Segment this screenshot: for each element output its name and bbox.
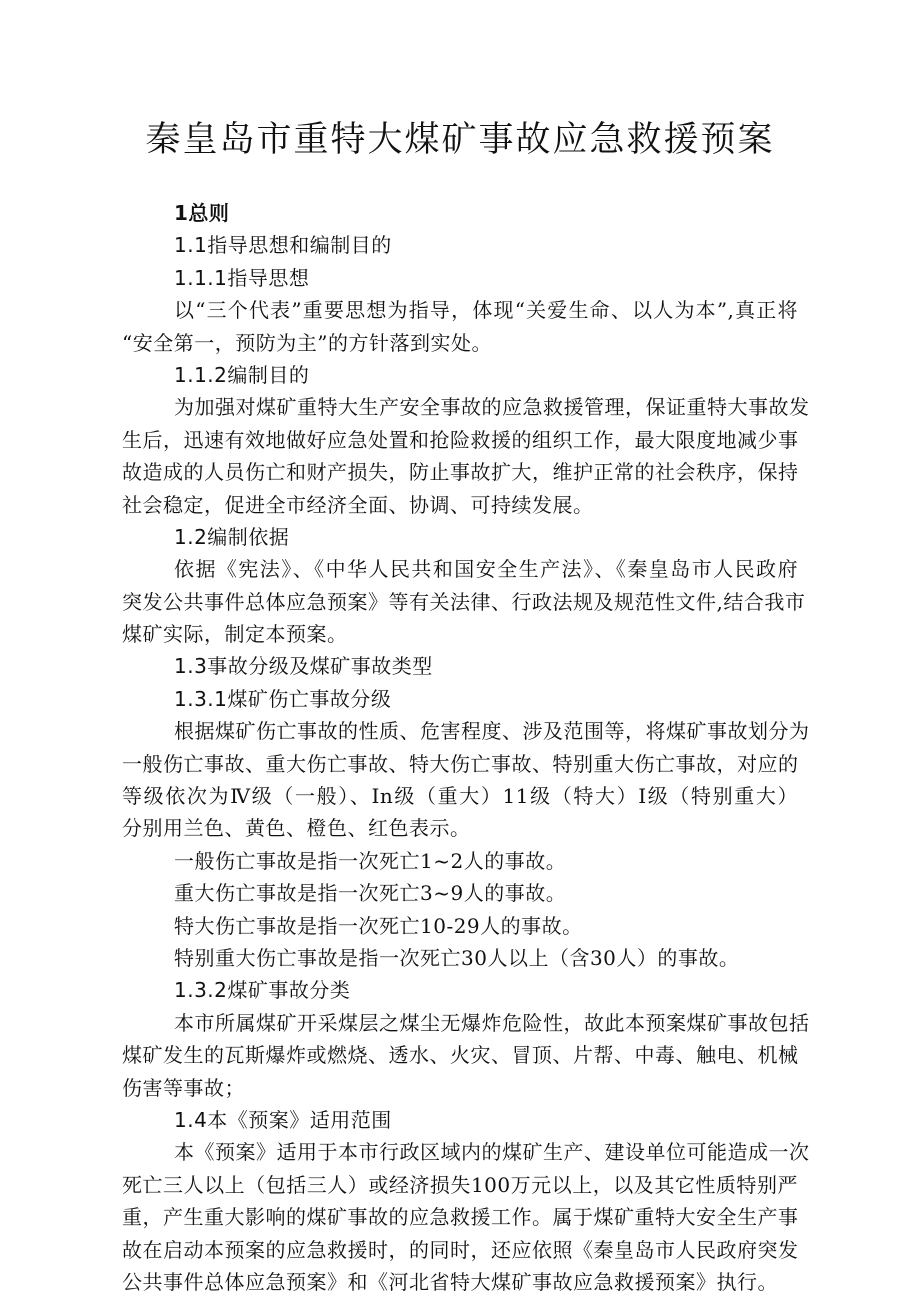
paragraph-line: 分别用兰色、黄色、橙色、红色表示。 bbox=[122, 816, 471, 841]
paragraph-line: 本市所属煤矿开采煤层之煤尘无爆炸危险性，故此本预案煤矿事故包括 bbox=[174, 1010, 810, 1035]
paragraph-line: 生后，迅速有效地做好应急处置和抢险救援的组织工作，最大限度地减少事 bbox=[122, 427, 799, 452]
paragraph-line: 重，产生重大影响的煤矿事故的应急救援工作。属于煤矿重特大安全生产事 bbox=[122, 1205, 799, 1230]
heading-1-4: 1.4本《预案》适用范围 bbox=[174, 1107, 392, 1132]
paragraph-line: 伤害等事故； bbox=[122, 1075, 245, 1100]
paragraph-line: 故在启动本预案的应急救援时，的同时，还应依照《秦皇岛市人民政府突发 bbox=[122, 1237, 799, 1262]
paragraph-line: 煤矿发生的瓦斯爆炸或燃烧、透水、火灾、冒顶、片帮、中毒、触电、机械 bbox=[122, 1043, 799, 1068]
heading-1-3-1: 1.3.1煤矿伤亡事故分级 bbox=[174, 686, 392, 711]
paragraph-line: “安全第一，预防为主”的方针落到实处。 bbox=[122, 330, 492, 355]
paragraph-line: 等级依次为Ⅳ级（一般）、In级（重大）11级（特大）Ⅰ级（特别重大） bbox=[122, 784, 798, 809]
document-body bbox=[122, 197, 810, 1298]
paragraph-line: 死亡三人以上（包括三人）或经济损失100万元以上，以及其它性质特别严 bbox=[122, 1172, 798, 1197]
heading-1-1-1: 1.1.1指导思想 bbox=[174, 265, 310, 290]
document-title: 秦皇岛市重特大煤矿事故应急救援预案 bbox=[145, 120, 775, 160]
paragraph-line: 为加强对煤矿重特大生产安全事故的应急救援管理，保证重特大事故发 bbox=[174, 395, 810, 420]
heading-1-1: 1.1指导思想和编制目的 bbox=[174, 233, 392, 258]
paragraph-line: 公共事件总体应急预案》和《河北省特大煤矿事故应急救援预案》执行。 bbox=[122, 1269, 778, 1294]
paragraph-line: 特大伤亡事故是指一次死亡10-29人的事故。 bbox=[174, 913, 583, 938]
paragraph-line: 重大伤亡事故是指一次死亡3~9人的事故。 bbox=[174, 881, 567, 906]
paragraph-line: 故造成的人员伤亡和财产损失，防止事故扩大，维护正常的社会秩序，保持 bbox=[122, 460, 799, 485]
heading-1-3-2: 1.3.2煤矿事故分类 bbox=[174, 978, 351, 1003]
paragraph-line: 一般伤亡事故是指一次死亡1~2人的事故。 bbox=[174, 848, 567, 873]
paragraph-line: 煤矿实际，制定本预案。 bbox=[122, 622, 348, 647]
paragraph-line: 社会稳定，促进全市经济全面、协调、可持续发展。 bbox=[122, 492, 594, 517]
paragraph-line: 突发公共事件总体应急预案》等有关法律、行政法规及规范性文件,结合我市 bbox=[122, 589, 806, 614]
paragraph-line: 一般伤亡事故、重大伤亡事故、特大伤亡事故、特别重大伤亡事故，对应的 bbox=[122, 751, 799, 776]
paragraph-line: 本《预案》适用于本市行政区域内的煤矿生产、建设单位可能造成一次 bbox=[174, 1140, 810, 1165]
heading-1-2: 1.2编制依据 bbox=[174, 524, 290, 549]
paragraph-line: 特别重大伤亡事故是指一次死亡30人以上（含30人）的事故。 bbox=[174, 945, 740, 970]
paragraph-line: 根据煤矿伤亡事故的性质、危害程度、涉及范围等，将煤矿事故划分为 bbox=[174, 719, 810, 744]
heading-1-3: 1.3事故分级及煤矿事故类型 bbox=[174, 654, 433, 679]
paragraph-line: 以“三个代表”重要思想为指导，体现“关爱生命、以人为本”,真正将 bbox=[174, 298, 798, 323]
paragraph-line: 依据《宪法》、《中华人民共和国安全生产法》、《秦皇岛市人民政府 bbox=[174, 557, 798, 582]
heading-1: 1总则 bbox=[174, 201, 230, 225]
heading-1-1-2: 1.1.2编制目的 bbox=[174, 362, 310, 387]
